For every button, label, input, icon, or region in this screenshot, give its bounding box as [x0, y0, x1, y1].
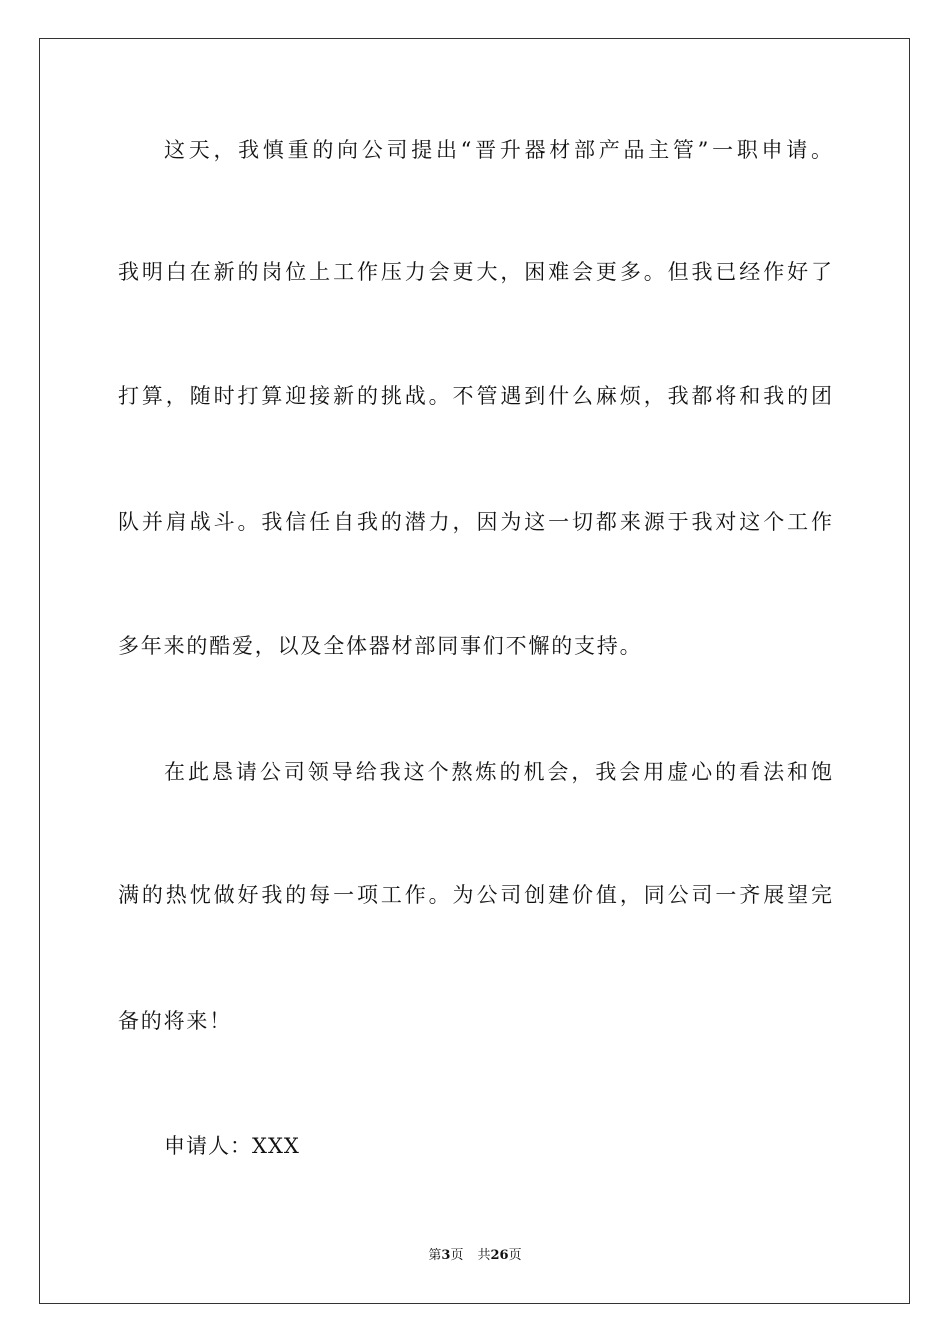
total-prefix: 共: [477, 1248, 491, 1263]
page-suffix: 页: [450, 1248, 464, 1263]
paragraph-2-line-1: 在此恳请公司领导给我这个熬炼的机会，我会用虚心的看法和饱: [164, 760, 832, 784]
page-prefix: 第: [428, 1248, 442, 1263]
total-pages: 26: [490, 1248, 509, 1263]
paragraph-1-line-2: 我明白在新的岗位上工作压力会更大，困难会更多。但我已经作好了: [118, 260, 832, 284]
applicant-signature-line: 申请人：XXX: [164, 1134, 300, 1158]
total-suffix: 页: [508, 1248, 522, 1263]
paragraph-2-line-3: 备的将来！: [118, 1009, 232, 1033]
page-footer: [0, 1247, 950, 1265]
page-border: [39, 38, 910, 1304]
paragraph-2-line-2: 满的热忱做好我的每一项工作。为公司创建价值，同公司一齐展望完: [118, 883, 832, 907]
paragraph-1-line-5: 多年来的酷爱，以及全体器材部同事们不懈的支持。: [118, 634, 643, 658]
paragraph-1-line-3: 打算，随时打算迎接新的挑战。不管遇到什么麻烦，我都将和我的团: [118, 384, 832, 408]
paragraph-1-line-1: 这天，我慎重的向公司提出“晋升器材部产品主管”一职申请。: [164, 138, 832, 162]
paragraph-1-line-4: 队并肩战斗。我信任自我的潜力，因为这一切都来源于我对这个工作: [118, 510, 832, 534]
page-number: 3: [441, 1248, 451, 1263]
